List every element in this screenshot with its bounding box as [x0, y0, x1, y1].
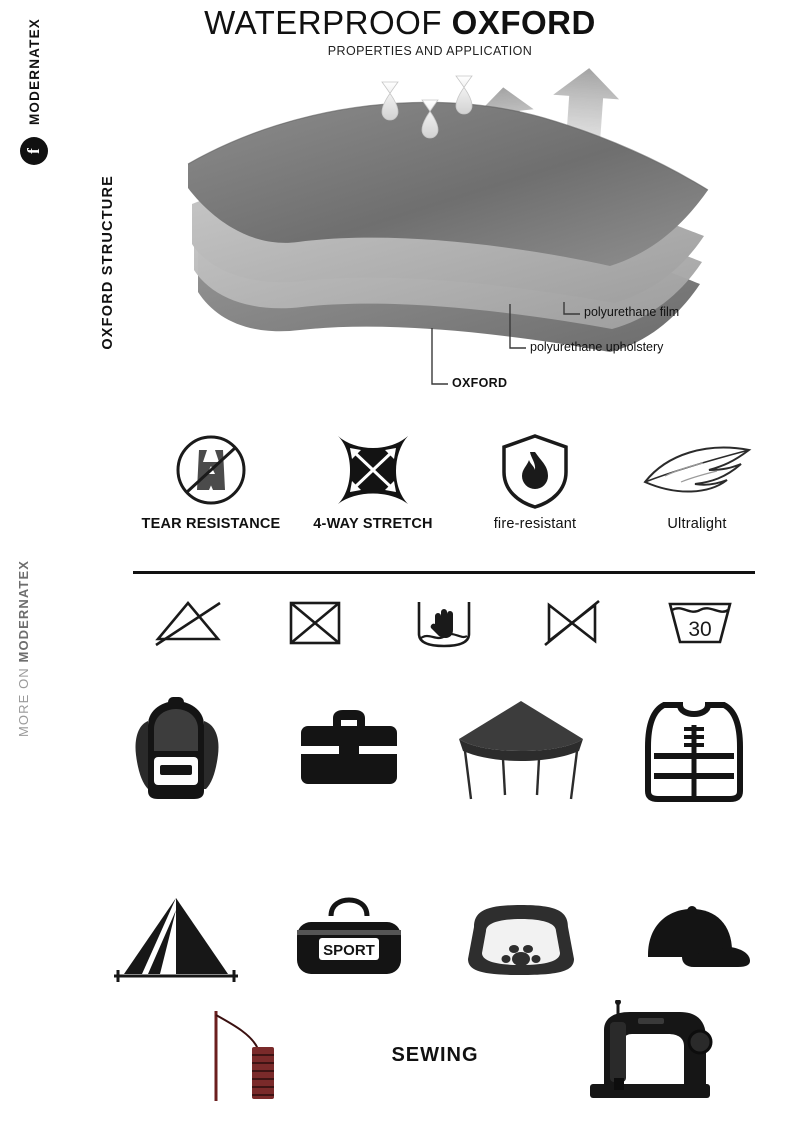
brand-rail [14, 18, 54, 165]
feature-label-4-way-stretch: 4-WAY STRETCH [313, 516, 433, 532]
feature-ultralight [616, 432, 778, 532]
callout-polyurethane-upholstery: polyurethane upholstery [530, 340, 664, 354]
feature-label-fire-resistant: fire-resistant [493, 516, 577, 532]
fire-resistant-icon [454, 432, 616, 510]
oxford-structure-illustration [180, 52, 780, 402]
page-subtitle: PROPERTIES AND APPLICATION [327, 44, 533, 58]
sewing-machine-icon [580, 1000, 720, 1110]
four-way-stretch-icon [292, 432, 454, 510]
feature-label-tear-resistance: TEAR RESISTANCE [141, 516, 281, 532]
feature-tear-resistance [130, 432, 292, 532]
facebook-icon[interactable]: f [20, 137, 48, 165]
do-not-bleach-icon [133, 592, 243, 654]
do-not-tumble-dry-icon [261, 592, 371, 654]
feature-fire-resistant [454, 432, 616, 532]
structure-section-label: OXFORD STRUCTURE [100, 175, 116, 350]
sewing-label: SEWING [391, 1043, 479, 1066]
brand-name: MODERNATEX [26, 18, 42, 126]
sport-bag-badge-label: SPORT [322, 942, 375, 959]
structure-layers-svg [180, 52, 780, 402]
sport-bag-icon [263, 880, 435, 1000]
callout-oxford: OXFORD [452, 376, 508, 390]
briefcase-icon [263, 690, 435, 810]
more-on-brand-name: MODERNATEX [16, 560, 31, 663]
sewing-row [200, 1000, 720, 1110]
applications-row-2 [90, 880, 780, 1000]
feature-4-way-stretch [292, 432, 454, 532]
care-symbols-row [133, 592, 755, 654]
canopy-tent-icon [435, 690, 607, 810]
do-not-dry-clean-icon [517, 592, 627, 654]
needle-thread-icon [200, 1005, 290, 1105]
features-row [130, 432, 780, 532]
page-title-bold: OXFORD [451, 4, 596, 41]
feature-label-ultralight: Ultralight [667, 516, 727, 532]
page-title-light: WATERPROOF [204, 4, 452, 41]
callout-polyurethane-film: polyurethane film [584, 305, 680, 319]
camping-tent-icon [90, 880, 262, 1000]
tear-resistance-icon [130, 432, 292, 510]
cap-icon [608, 880, 780, 1000]
life-vest-icon [608, 690, 780, 810]
applications-row-1 [90, 690, 780, 810]
more-on-brand [16, 560, 31, 737]
page-title [0, 4, 800, 42]
section-divider [133, 571, 755, 574]
more-on-prefix: MORE ON [16, 662, 31, 738]
ultralight-icon [616, 432, 778, 510]
backpack-icon [90, 690, 262, 810]
hand-wash-icon [389, 592, 499, 654]
pet-bed-icon [435, 880, 607, 1000]
wash-30-icon [645, 592, 755, 654]
wash-temperature-label: 30 [688, 618, 712, 641]
